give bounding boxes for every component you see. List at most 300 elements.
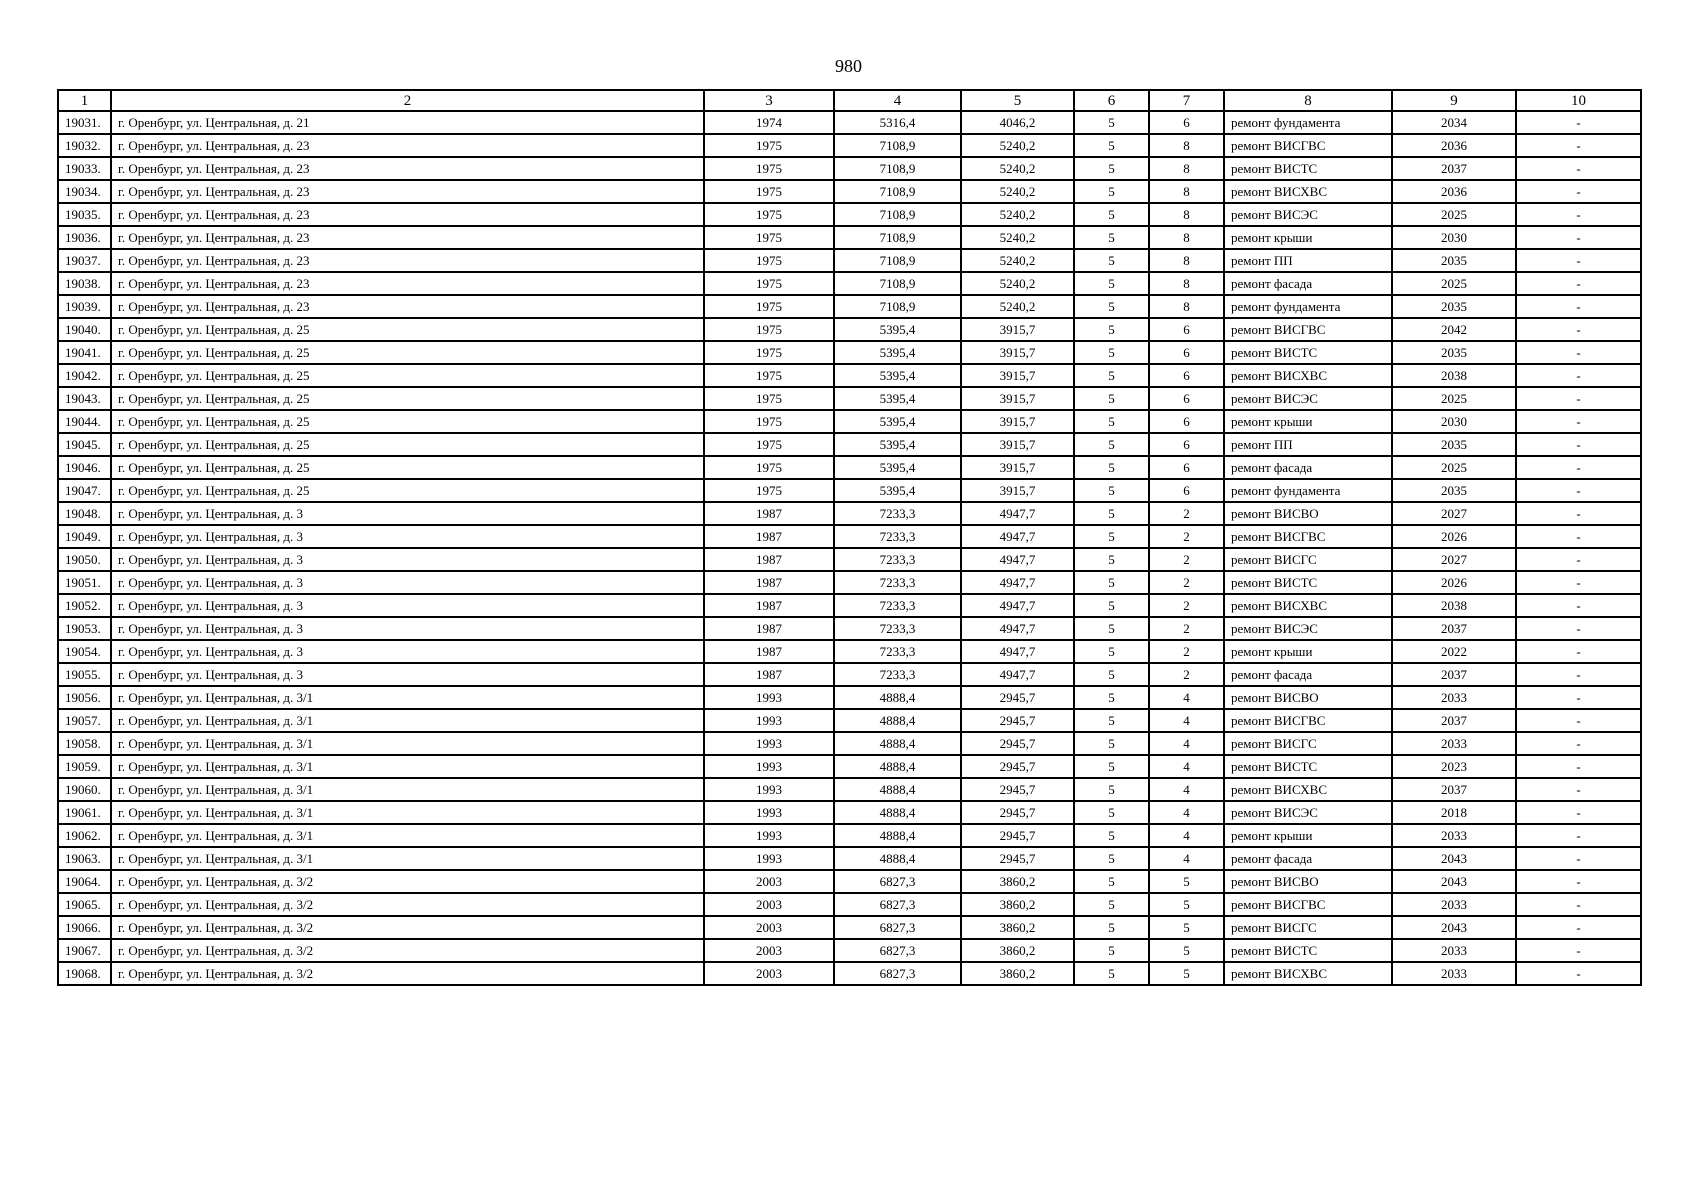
cell-work-type: ремонт фасада	[1224, 272, 1392, 295]
cell-floors: 5	[1074, 824, 1149, 847]
cell-row-number: 19048.	[58, 502, 111, 525]
cell-floors: 5	[1074, 157, 1149, 180]
cell-row-number: 19040.	[58, 318, 111, 341]
cell-entrances: 8	[1149, 295, 1224, 318]
table-row	[58, 939, 1641, 962]
cell-living-area: 4947,7	[961, 525, 1074, 548]
cell-note: -	[1516, 939, 1641, 962]
cell-address: г. Оренбург, ул. Центральная, д. 3/1	[111, 732, 704, 755]
cell-note: -	[1516, 272, 1641, 295]
cell-work-type: ремонт ВИСТС	[1224, 939, 1392, 962]
cell-total-area: 7108,9	[834, 134, 961, 157]
cell-address: г. Оренбург, ул. Центральная, д. 25	[111, 479, 704, 502]
cell-planned-year: 2030	[1392, 226, 1516, 249]
cell-note: -	[1516, 410, 1641, 433]
cell-entrances: 2	[1149, 594, 1224, 617]
cell-living-area: 2945,7	[961, 847, 1074, 870]
cell-living-area: 3915,7	[961, 433, 1074, 456]
cell-floors: 5	[1074, 479, 1149, 502]
cell-entrances: 2	[1149, 502, 1224, 525]
cell-note: -	[1516, 893, 1641, 916]
cell-total-area: 4888,4	[834, 847, 961, 870]
cell-floors: 5	[1074, 847, 1149, 870]
table-row	[58, 778, 1641, 801]
cell-living-area: 5240,2	[961, 134, 1074, 157]
cell-planned-year: 2037	[1392, 778, 1516, 801]
table-row	[58, 364, 1641, 387]
cell-total-area: 4888,4	[834, 778, 961, 801]
cell-planned-year: 2037	[1392, 617, 1516, 640]
cell-note: -	[1516, 594, 1641, 617]
table-row	[58, 134, 1641, 157]
cell-entrances: 6	[1149, 410, 1224, 433]
cell-work-type: ремонт ВИСВО	[1224, 502, 1392, 525]
table-row	[58, 640, 1641, 663]
cell-floors: 5	[1074, 594, 1149, 617]
cell-total-area: 7108,9	[834, 249, 961, 272]
cell-planned-year: 2036	[1392, 180, 1516, 203]
cell-work-type: ремонт ВИСХВС	[1224, 364, 1392, 387]
cell-work-type: ремонт ВИСХВС	[1224, 778, 1392, 801]
table-row	[58, 571, 1641, 594]
cell-address: г. Оренбург, ул. Центральная, д. 23	[111, 226, 704, 249]
cell-floors: 5	[1074, 778, 1149, 801]
cell-address: г. Оренбург, ул. Центральная, д. 21	[111, 111, 704, 134]
cell-total-area: 5395,4	[834, 364, 961, 387]
cell-living-area: 5240,2	[961, 272, 1074, 295]
cell-year-built: 1987	[704, 502, 834, 525]
cell-year-built: 1975	[704, 295, 834, 318]
cell-year-built: 1987	[704, 571, 834, 594]
column-header-5: 5	[961, 90, 1074, 111]
cell-entrances: 5	[1149, 962, 1224, 985]
cell-planned-year: 2026	[1392, 525, 1516, 548]
cell-year-built: 1975	[704, 203, 834, 226]
cell-address: г. Оренбург, ул. Центральная, д. 3/1	[111, 755, 704, 778]
cell-work-type: ремонт крыши	[1224, 640, 1392, 663]
cell-year-built: 2003	[704, 916, 834, 939]
cell-entrances: 8	[1149, 180, 1224, 203]
cell-entrances: 6	[1149, 433, 1224, 456]
cell-entrances: 2	[1149, 525, 1224, 548]
cell-year-built: 1975	[704, 226, 834, 249]
table-row	[58, 318, 1641, 341]
cell-address: г. Оренбург, ул. Центральная, д. 25	[111, 318, 704, 341]
cell-floors: 5	[1074, 318, 1149, 341]
cell-planned-year: 2027	[1392, 548, 1516, 571]
table-row	[58, 709, 1641, 732]
cell-floors: 5	[1074, 571, 1149, 594]
cell-entrances: 2	[1149, 617, 1224, 640]
cell-entrances: 2	[1149, 571, 1224, 594]
cell-total-area: 6827,3	[834, 870, 961, 893]
cell-work-type: ремонт ВИСВО	[1224, 686, 1392, 709]
cell-floors: 5	[1074, 962, 1149, 985]
cell-total-area: 5316,4	[834, 111, 961, 134]
cell-entrances: 2	[1149, 663, 1224, 686]
cell-entrances: 6	[1149, 456, 1224, 479]
cell-row-number: 19055.	[58, 663, 111, 686]
cell-planned-year: 2026	[1392, 571, 1516, 594]
cell-floors: 5	[1074, 548, 1149, 571]
cell-work-type: ремонт ВИСГС	[1224, 732, 1392, 755]
cell-living-area: 3860,2	[961, 962, 1074, 985]
cell-floors: 5	[1074, 433, 1149, 456]
cell-note: -	[1516, 755, 1641, 778]
cell-address: г. Оренбург, ул. Центральная, д. 23	[111, 134, 704, 157]
cell-living-area: 2945,7	[961, 709, 1074, 732]
cell-floors: 5	[1074, 732, 1149, 755]
cell-address: г. Оренбург, ул. Центральная, д. 3/1	[111, 847, 704, 870]
column-header-8: 8	[1224, 90, 1392, 111]
cell-entrances: 8	[1149, 272, 1224, 295]
cell-row-number: 19056.	[58, 686, 111, 709]
cell-planned-year: 2038	[1392, 594, 1516, 617]
cell-planned-year: 2043	[1392, 847, 1516, 870]
cell-year-built: 1987	[704, 617, 834, 640]
cell-row-number: 19033.	[58, 157, 111, 180]
column-header-6: 6	[1074, 90, 1149, 111]
cell-address: г. Оренбург, ул. Центральная, д. 25	[111, 364, 704, 387]
cell-total-area: 7108,9	[834, 226, 961, 249]
cell-row-number: 19031.	[58, 111, 111, 134]
cell-note: -	[1516, 456, 1641, 479]
cell-year-built: 1993	[704, 778, 834, 801]
cell-note: -	[1516, 502, 1641, 525]
cell-entrances: 4	[1149, 778, 1224, 801]
cell-note: -	[1516, 801, 1641, 824]
table-row	[58, 157, 1641, 180]
cell-note: -	[1516, 617, 1641, 640]
cell-floors: 5	[1074, 456, 1149, 479]
cell-year-built: 2003	[704, 870, 834, 893]
cell-year-built: 1975	[704, 157, 834, 180]
table-row	[58, 295, 1641, 318]
cell-row-number: 19065.	[58, 893, 111, 916]
cell-planned-year: 2035	[1392, 249, 1516, 272]
cell-living-area: 3915,7	[961, 456, 1074, 479]
cell-living-area: 5240,2	[961, 180, 1074, 203]
cell-row-number: 19042.	[58, 364, 111, 387]
cell-note: -	[1516, 111, 1641, 134]
cell-year-built: 1987	[704, 548, 834, 571]
cell-living-area: 5240,2	[961, 249, 1074, 272]
cell-entrances: 4	[1149, 847, 1224, 870]
cell-row-number: 19036.	[58, 226, 111, 249]
cell-note: -	[1516, 732, 1641, 755]
cell-entrances: 4	[1149, 686, 1224, 709]
cell-entrances: 4	[1149, 732, 1224, 755]
cell-entrances: 4	[1149, 709, 1224, 732]
cell-work-type: ремонт крыши	[1224, 824, 1392, 847]
table-row	[58, 387, 1641, 410]
table-row	[58, 847, 1641, 870]
repair-schedule-table	[57, 89, 1642, 986]
cell-planned-year: 2043	[1392, 870, 1516, 893]
cell-note: -	[1516, 157, 1641, 180]
cell-work-type: ремонт ПП	[1224, 249, 1392, 272]
cell-row-number: 19052.	[58, 594, 111, 617]
cell-row-number: 19041.	[58, 341, 111, 364]
cell-total-area: 7108,9	[834, 157, 961, 180]
cell-note: -	[1516, 686, 1641, 709]
cell-note: -	[1516, 824, 1641, 847]
cell-address: г. Оренбург, ул. Центральная, д. 3	[111, 571, 704, 594]
cell-note: -	[1516, 203, 1641, 226]
cell-work-type: ремонт ВИСГВС	[1224, 709, 1392, 732]
cell-floors: 5	[1074, 525, 1149, 548]
cell-living-area: 2945,7	[961, 801, 1074, 824]
table-row	[58, 801, 1641, 824]
cell-living-area: 5240,2	[961, 226, 1074, 249]
cell-floors: 5	[1074, 341, 1149, 364]
cell-entrances: 2	[1149, 548, 1224, 571]
cell-total-area: 7108,9	[834, 180, 961, 203]
cell-row-number: 19047.	[58, 479, 111, 502]
cell-work-type: ремонт фасада	[1224, 847, 1392, 870]
cell-year-built: 2003	[704, 893, 834, 916]
cell-total-area: 7108,9	[834, 295, 961, 318]
cell-total-area: 4888,4	[834, 801, 961, 824]
cell-total-area: 7233,3	[834, 502, 961, 525]
cell-total-area: 5395,4	[834, 456, 961, 479]
table-row	[58, 111, 1641, 134]
cell-address: г. Оренбург, ул. Центральная, д. 3	[111, 594, 704, 617]
cell-living-area: 2945,7	[961, 755, 1074, 778]
cell-entrances: 6	[1149, 387, 1224, 410]
cell-work-type: ремонт ВИСГС	[1224, 916, 1392, 939]
cell-entrances: 8	[1149, 226, 1224, 249]
cell-living-area: 3860,2	[961, 870, 1074, 893]
cell-address: г. Оренбург, ул. Центральная, д. 3/2	[111, 939, 704, 962]
cell-living-area: 3915,7	[961, 364, 1074, 387]
cell-row-number: 19054.	[58, 640, 111, 663]
cell-planned-year: 2033	[1392, 686, 1516, 709]
cell-work-type: ремонт фундамента	[1224, 479, 1392, 502]
cell-address: г. Оренбург, ул. Центральная, д. 3/1	[111, 801, 704, 824]
cell-floors: 5	[1074, 134, 1149, 157]
cell-year-built: 1975	[704, 134, 834, 157]
cell-row-number: 19032.	[58, 134, 111, 157]
column-header-7: 7	[1149, 90, 1224, 111]
cell-row-number: 19066.	[58, 916, 111, 939]
cell-note: -	[1516, 778, 1641, 801]
cell-work-type: ремонт крыши	[1224, 226, 1392, 249]
cell-year-built: 1987	[704, 594, 834, 617]
cell-planned-year: 2025	[1392, 203, 1516, 226]
table-row	[58, 456, 1641, 479]
cell-floors: 5	[1074, 226, 1149, 249]
table-row	[58, 479, 1641, 502]
cell-living-area: 4947,7	[961, 548, 1074, 571]
cell-total-area: 7233,3	[834, 617, 961, 640]
cell-address: г. Оренбург, ул. Центральная, д. 3	[111, 502, 704, 525]
table-row	[58, 686, 1641, 709]
cell-address: г. Оренбург, ул. Центральная, д. 3	[111, 548, 704, 571]
cell-planned-year: 2033	[1392, 893, 1516, 916]
table-row	[58, 525, 1641, 548]
cell-planned-year: 2035	[1392, 341, 1516, 364]
cell-living-area: 4947,7	[961, 594, 1074, 617]
cell-note: -	[1516, 640, 1641, 663]
cell-work-type: ремонт ВИСХВС	[1224, 180, 1392, 203]
page-number: 980	[835, 56, 862, 76]
table-row	[58, 962, 1641, 985]
cell-note: -	[1516, 663, 1641, 686]
cell-total-area: 4888,4	[834, 755, 961, 778]
cell-row-number: 19038.	[58, 272, 111, 295]
cell-address: г. Оренбург, ул. Центральная, д. 3/2	[111, 962, 704, 985]
cell-address: г. Оренбург, ул. Центральная, д. 3	[111, 663, 704, 686]
cell-living-area: 5240,2	[961, 203, 1074, 226]
cell-address: г. Оренбург, ул. Центральная, д. 23	[111, 180, 704, 203]
cell-row-number: 19044.	[58, 410, 111, 433]
cell-year-built: 1993	[704, 755, 834, 778]
cell-total-area: 4888,4	[834, 824, 961, 847]
cell-floors: 5	[1074, 502, 1149, 525]
cell-planned-year: 2025	[1392, 387, 1516, 410]
cell-work-type: ремонт ВИСТС	[1224, 157, 1392, 180]
cell-planned-year: 2025	[1392, 456, 1516, 479]
cell-work-type: ремонт ВИСГВС	[1224, 134, 1392, 157]
cell-row-number: 19043.	[58, 387, 111, 410]
cell-address: г. Оренбург, ул. Центральная, д. 25	[111, 341, 704, 364]
cell-planned-year: 2033	[1392, 939, 1516, 962]
cell-total-area: 6827,3	[834, 962, 961, 985]
cell-note: -	[1516, 134, 1641, 157]
cell-entrances: 5	[1149, 893, 1224, 916]
cell-floors: 5	[1074, 939, 1149, 962]
cell-note: -	[1516, 318, 1641, 341]
cell-living-area: 2945,7	[961, 686, 1074, 709]
cell-note: -	[1516, 916, 1641, 939]
cell-entrances: 4	[1149, 824, 1224, 847]
cell-total-area: 5395,4	[834, 318, 961, 341]
cell-row-number: 19068.	[58, 962, 111, 985]
cell-year-built: 1975	[704, 180, 834, 203]
cell-work-type: ремонт ВИСГВС	[1224, 893, 1392, 916]
cell-living-area: 5240,2	[961, 157, 1074, 180]
cell-entrances: 5	[1149, 939, 1224, 962]
cell-address: г. Оренбург, ул. Центральная, д. 23	[111, 272, 704, 295]
table-row	[58, 732, 1641, 755]
cell-floors: 5	[1074, 801, 1149, 824]
cell-note: -	[1516, 249, 1641, 272]
cell-work-type: ремонт ВИСХВС	[1224, 962, 1392, 985]
cell-row-number: 19062.	[58, 824, 111, 847]
column-header-1: 1	[58, 90, 111, 111]
cell-work-type: ремонт крыши	[1224, 410, 1392, 433]
cell-year-built: 1993	[704, 732, 834, 755]
cell-row-number: 19035.	[58, 203, 111, 226]
cell-living-area: 2945,7	[961, 824, 1074, 847]
cell-year-built: 1975	[704, 272, 834, 295]
cell-living-area: 3915,7	[961, 387, 1074, 410]
cell-note: -	[1516, 571, 1641, 594]
cell-row-number: 19049.	[58, 525, 111, 548]
cell-total-area: 7233,3	[834, 525, 961, 548]
cell-note: -	[1516, 433, 1641, 456]
cell-planned-year: 2034	[1392, 111, 1516, 134]
cell-living-area: 4046,2	[961, 111, 1074, 134]
column-header-10: 10	[1516, 90, 1641, 111]
cell-work-type: ремонт фасада	[1224, 663, 1392, 686]
cell-living-area: 3860,2	[961, 916, 1074, 939]
cell-address: г. Оренбург, ул. Центральная, д. 3	[111, 640, 704, 663]
cell-work-type: ремонт фасада	[1224, 456, 1392, 479]
cell-floors: 5	[1074, 249, 1149, 272]
cell-floors: 5	[1074, 295, 1149, 318]
cell-year-built: 1987	[704, 525, 834, 548]
cell-address: г. Оренбург, ул. Центральная, д. 3/1	[111, 686, 704, 709]
cell-address: г. Оренбург, ул. Центральная, д. 23	[111, 203, 704, 226]
cell-entrances: 6	[1149, 111, 1224, 134]
table-row	[58, 272, 1641, 295]
cell-work-type: ремонт ВИСВО	[1224, 870, 1392, 893]
cell-work-type: ремонт ВИСГС	[1224, 548, 1392, 571]
cell-planned-year: 2033	[1392, 824, 1516, 847]
cell-total-area: 4888,4	[834, 732, 961, 755]
table-row	[58, 548, 1641, 571]
table-row	[58, 226, 1641, 249]
cell-address: г. Оренбург, ул. Центральная, д. 3	[111, 525, 704, 548]
cell-planned-year: 2038	[1392, 364, 1516, 387]
cell-planned-year: 2035	[1392, 479, 1516, 502]
cell-note: -	[1516, 364, 1641, 387]
cell-year-built: 1993	[704, 686, 834, 709]
table-row	[58, 824, 1641, 847]
cell-floors: 5	[1074, 686, 1149, 709]
cell-year-built: 1975	[704, 387, 834, 410]
cell-note: -	[1516, 548, 1641, 571]
cell-address: г. Оренбург, ул. Центральная, д. 3/2	[111, 916, 704, 939]
cell-work-type: ремонт фундамента	[1224, 111, 1392, 134]
cell-year-built: 1993	[704, 847, 834, 870]
cell-floors: 5	[1074, 364, 1149, 387]
cell-work-type: ремонт ВИСТС	[1224, 571, 1392, 594]
cell-year-built: 1975	[704, 364, 834, 387]
cell-note: -	[1516, 525, 1641, 548]
cell-total-area: 5395,4	[834, 341, 961, 364]
cell-work-type: ремонт ВИСТС	[1224, 755, 1392, 778]
cell-work-type: ремонт фундамента	[1224, 295, 1392, 318]
cell-work-type: ремонт ВИСЭС	[1224, 387, 1392, 410]
cell-living-area: 3860,2	[961, 939, 1074, 962]
cell-row-number: 19053.	[58, 617, 111, 640]
cell-address: г. Оренбург, ул. Центральная, д. 25	[111, 456, 704, 479]
cell-planned-year: 2035	[1392, 295, 1516, 318]
cell-total-area: 6827,3	[834, 893, 961, 916]
cell-row-number: 19064.	[58, 870, 111, 893]
cell-planned-year: 2025	[1392, 272, 1516, 295]
cell-total-area: 7108,9	[834, 272, 961, 295]
cell-planned-year: 2043	[1392, 916, 1516, 939]
cell-year-built: 1975	[704, 410, 834, 433]
table-row	[58, 249, 1641, 272]
cell-living-area: 3915,7	[961, 479, 1074, 502]
cell-living-area: 2945,7	[961, 732, 1074, 755]
column-header-4: 4	[834, 90, 961, 111]
cell-year-built: 1987	[704, 663, 834, 686]
cell-year-built: 1993	[704, 824, 834, 847]
cell-total-area: 7233,3	[834, 594, 961, 617]
table-row	[58, 663, 1641, 686]
cell-address: г. Оренбург, ул. Центральная, д. 25	[111, 433, 704, 456]
cell-planned-year: 2037	[1392, 709, 1516, 732]
cell-planned-year: 2022	[1392, 640, 1516, 663]
cell-floors: 5	[1074, 640, 1149, 663]
cell-row-number: 19034.	[58, 180, 111, 203]
